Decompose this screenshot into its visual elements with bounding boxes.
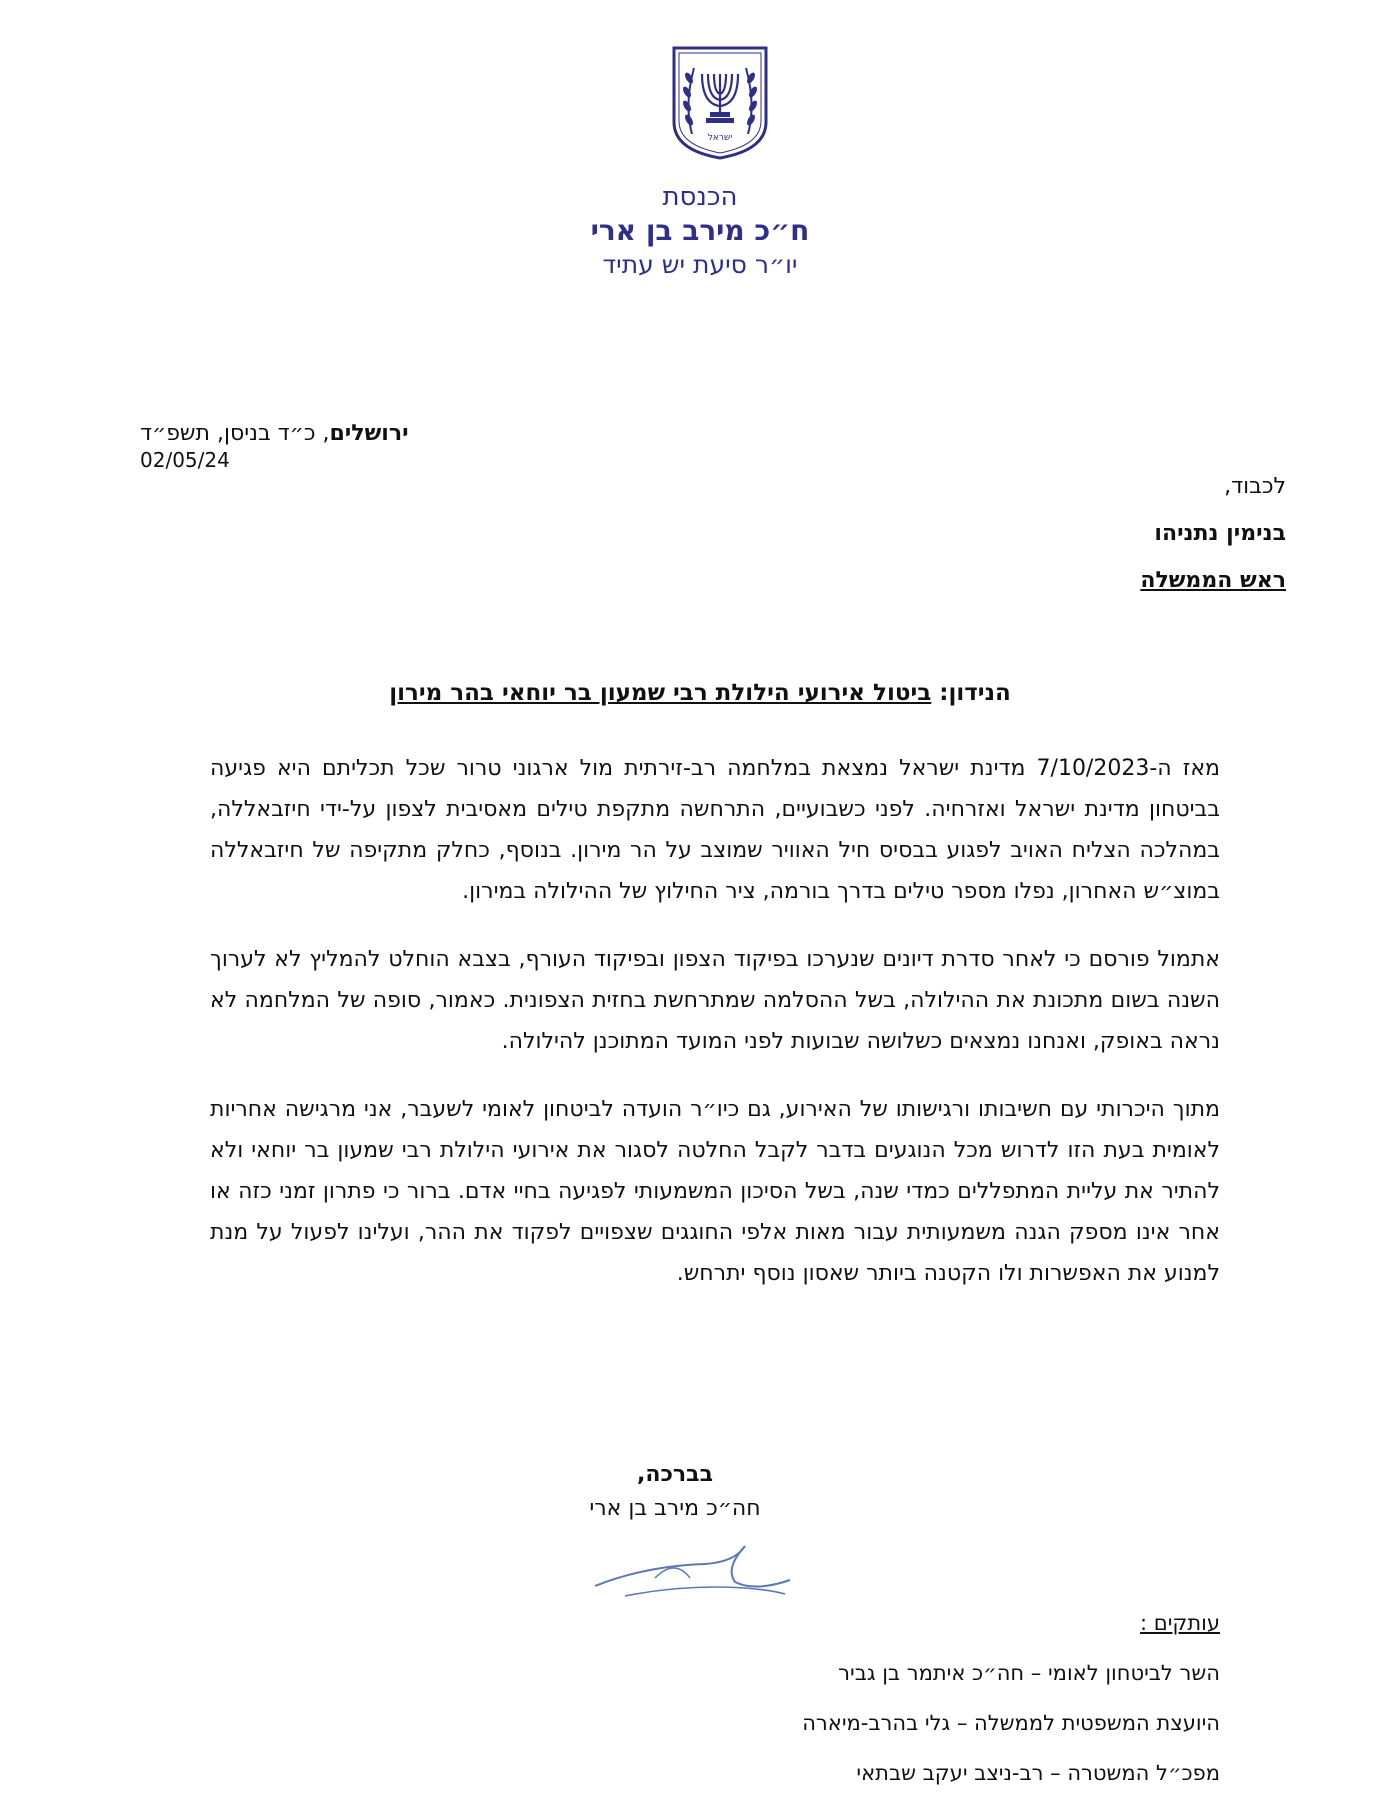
signer-name: חה״כ מירב בן ארי — [589, 1496, 761, 1521]
closing-greeting: בברכה, — [636, 1462, 713, 1487]
letterhead-role: יו״ר סיעת יש עתיד — [602, 250, 798, 279]
letterhead — [0, 180, 1400, 282]
paragraph: אתמול פורסם כי לאחר סדרת דיונים שנערכו בפיקוד הצפון ובפיקוד העורף, בצבא הוחלט להמליץ לא לערוך השנה בשום מתכונת את ההילולה, בשל ההסלמה שמתרחשת בחזית הצפונית. כאמור, סופה של המלחמה לא נראה באופק, ואנחנו נמצאים כשלושה שבועות לפני המועד המתוכנן להילולה. — [210, 947, 1220, 1054]
copy-recipient: מפכ״ל המשטרה – רב-ניצב יעקב שבתאי — [856, 1761, 1220, 1785]
paragraph: מתוך היכרותי עם חשיבותו ורגישותו של האירוע, גם כיו״ר הועדה לביטחון לאומי לשעבר, אני מרגישה אחריות לאומית בעת הזו לדרוש מכל הנוגעים בדבר לקבל החלטה לסגור את אירועי הילולת רבי שמעון בר יוחאי ולא להתיר את עליית המתפללים כמדי שנה, בשל הסיכון המשמעותי לפגיעה בחיי אדם. ברור כי פתרון זמני כזה או אחר אינו מספק הגנה משמעותית עבור מאות אלפי החוגגים שצפויים לפקוד את ההר, ועלינו לפעול על מנת למנוע את האפשרות ולו הקטנה ביותר שאסון נוסף יתרחש. — [210, 1097, 1220, 1286]
recipient-block — [1140, 474, 1286, 615]
subject-line — [0, 680, 1400, 706]
letterhead-org: הכנסת — [662, 182, 738, 212]
closing-block — [560, 1458, 790, 1526]
paragraph: מאז ה-7/10/2023 מדינת ישראל נמצאת במלחמה רב-זירתית מול ארגוני טרור שכל תכליתם היא פגיעה בביטחון מדינת ישראל ואזרחיה. לפני כשבועיים, התרחשה מתקפת טילים מאסיבית לצפון על-ידי חיזבאללה, במהלכה הצליח האויב לפגוע בבסיס חיל האוויר שמוצב על הר מירון. בנוסף, כחלק מתקיפה של חיזבאללה במוצ״ש האחרון, נפלו מספר טילים בדרך בורמה, ציר החילוץ של ההילולה במירון. — [210, 756, 1220, 904]
hebrew-date: , כ״ד בניסן, תשפ״ד — [140, 421, 330, 446]
place-date-line — [140, 420, 460, 448]
handwritten-signature — [585, 1538, 805, 1608]
letter-body — [210, 748, 1220, 1321]
emblem-text: ישראל — [707, 133, 733, 143]
salutation: לכבוד, — [1224, 474, 1286, 499]
subject-text: ביטול אירועי הילולת רבי שמעון בר יוחאי בהר מירון — [389, 680, 932, 706]
subject-label: הנידון: — [931, 680, 1011, 706]
copies-block — [802, 1608, 1220, 1808]
copy-recipient: השר לביטחון לאומי – חה״כ איתמר בן גביר — [838, 1661, 1220, 1685]
copies-label: עותקים : — [1140, 1611, 1220, 1635]
city: ירושלים — [329, 421, 409, 446]
copy-recipient: היועצת המשפטית לממשלה – גלי בהרב-מיארה — [802, 1711, 1220, 1735]
letterhead-name: ח״כ מירב בן ארי — [590, 214, 810, 247]
recipient-title: ראש הממשלה — [1140, 568, 1286, 593]
recipient-name: בנימין נתניהו — [1154, 521, 1286, 546]
knesset-emblem — [670, 44, 770, 162]
gregorian-date: 02/05/24 — [140, 448, 230, 472]
